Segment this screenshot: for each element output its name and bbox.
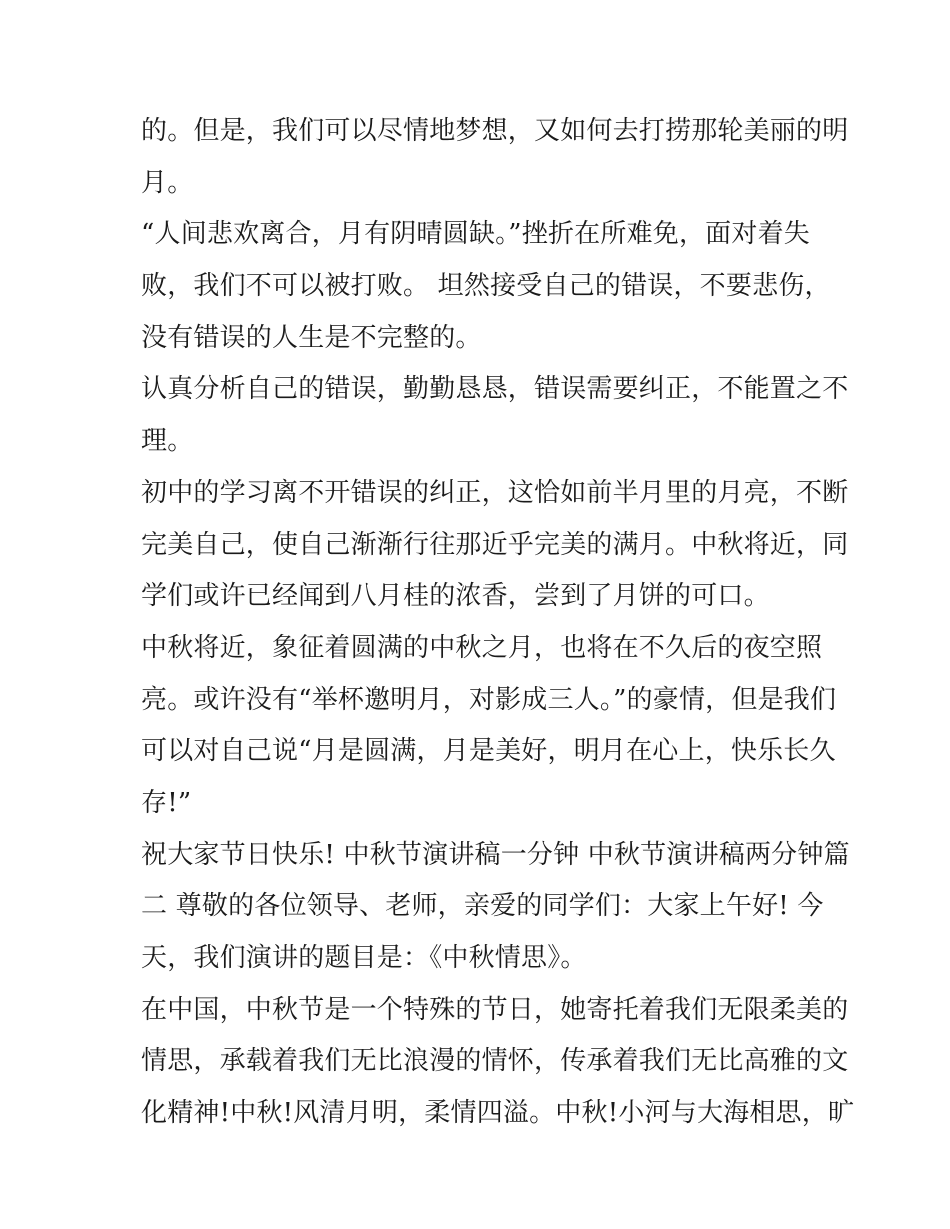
text-line: 祝大家节日快乐! 中秋节演讲稿一分钟 中秋节演讲稿两分钟篇 bbox=[141, 839, 850, 870]
text-line: 初中的学习离不开错误的纠正，这恰如前半月里的月亮，不断 bbox=[141, 477, 849, 508]
text-line: 的。但是，我们可以尽情地梦想，又如何去打捞那轮美丽的明 bbox=[141, 116, 849, 146]
text-line: 认真分析自己的错误，勤勤恳恳，错误需要纠正，不能置之不 bbox=[141, 374, 849, 405]
text-line: 学们或许已经闻到八月桂的浓香，尝到了月饼的可口。 bbox=[141, 581, 770, 612]
text-line: 亮。或许没有“举杯邀明月，对影成三人。”的豪情，但是我们 bbox=[141, 684, 837, 715]
text-line: 可以对自己说“月是圆满，月是美好，明月在心上，快乐长久 bbox=[141, 736, 836, 767]
document-text-body bbox=[141, 106, 855, 1140]
text-line: 没有错误的人生是不完整的。 bbox=[141, 322, 482, 353]
text-line: 二 尊敬的各位领导、老师，亲爱的同学们：大家上午好! 今 bbox=[141, 891, 824, 922]
text-line: 天，我们演讲的题目是：《中秋情思》。 bbox=[141, 943, 587, 973]
text-line: 中秋将近，象征着圆满的中秋之月，也将在不久后的夜空照 bbox=[141, 632, 823, 663]
text-line: “人间悲欢离合，月有阴晴圆缺。”挫折在所难免，面对着失 bbox=[141, 219, 810, 250]
text-line: 理。 bbox=[141, 426, 194, 457]
text-line: 败，我们不可以被打败。 坦然接受自己的错误，不要悲伤， bbox=[141, 271, 831, 302]
text-line: 在中国，中秋节是一个特殊的节日，她寄托着我们无限柔美的 bbox=[141, 994, 849, 1025]
text-line: 化精神!中秋!风清月明，柔情四溢。中秋!小河与大海相思，旷 bbox=[141, 1098, 855, 1129]
text-line: 完美自己，使自己渐渐行往那近乎完美的满月。中秋将近，同 bbox=[141, 529, 849, 560]
text-line: 存!” bbox=[141, 787, 192, 818]
text-line: 月。 bbox=[141, 167, 194, 198]
text-line: 情思，承载着我们无比浪漫的情怀，传承着我们无比高雅的文 bbox=[141, 1046, 849, 1077]
